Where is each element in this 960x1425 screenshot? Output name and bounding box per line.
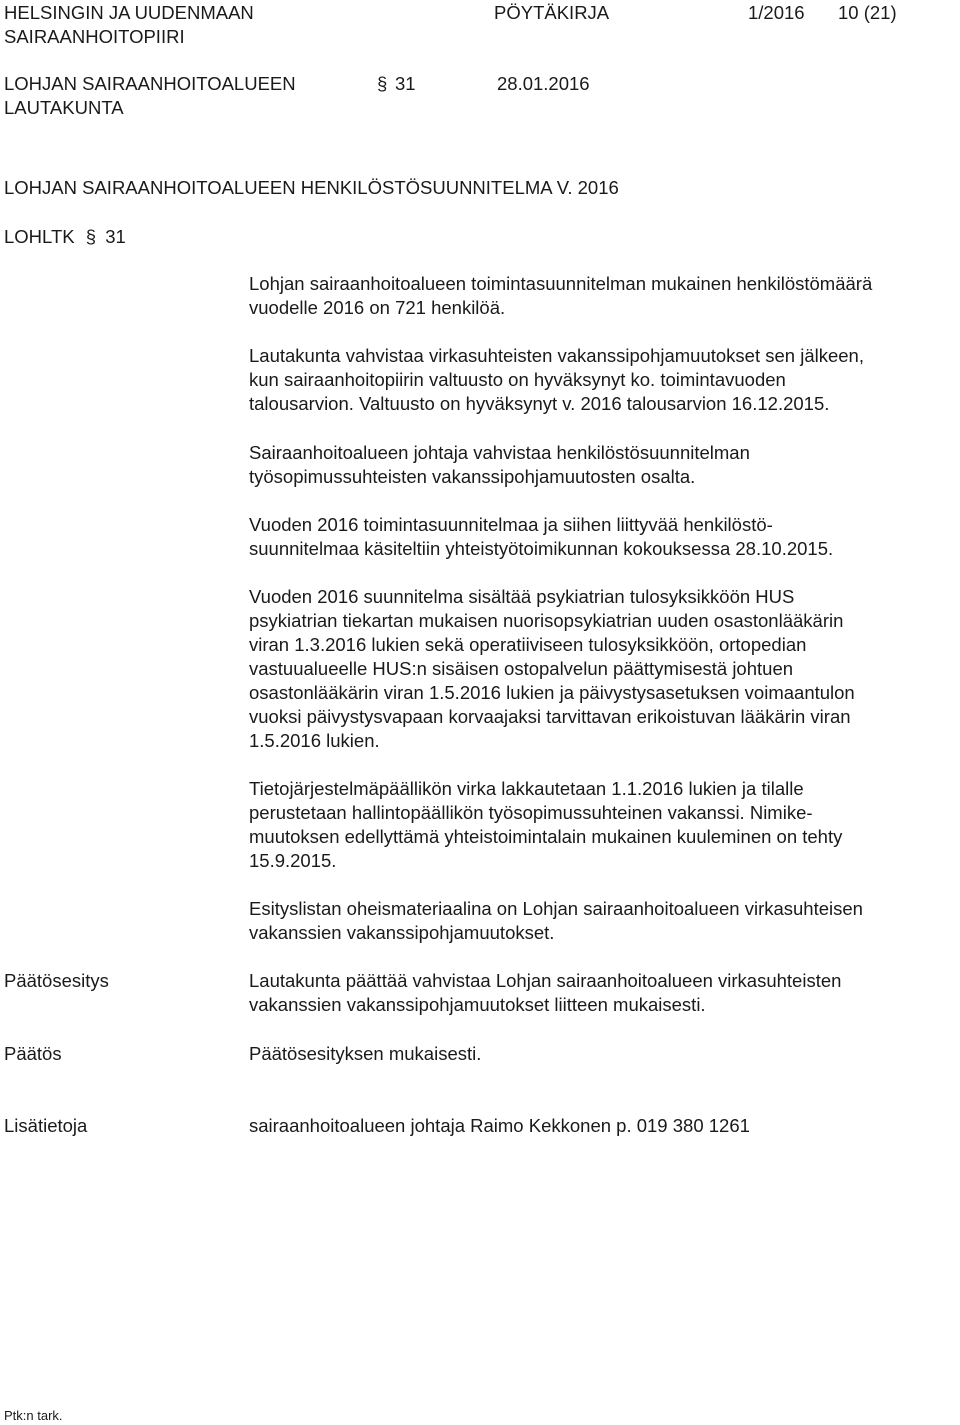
decision-proposal-label: Päätösesitys xyxy=(4,970,109,991)
text-line: työsopimussuhteisten vakanssipohjamuutosten osalta. xyxy=(249,466,696,487)
decision-proposal-text xyxy=(249,969,949,1017)
committee-name-line2: LAUTAKUNTA xyxy=(4,97,124,118)
item-reference-sign: § xyxy=(85,226,97,247)
additional-info-text: sairaanhoitoalueen johtaja Raimo Kekkonen p. 019 380 1261 xyxy=(249,1115,750,1136)
item-reference-label: LOHLTK xyxy=(4,226,75,247)
text-line: Lohjan sairaanhoitoalueen toimintasuunnitelman mukainen henkilöstömäärä xyxy=(249,273,873,294)
org-name-line2: SAIRAANHOITOPIIRI xyxy=(4,26,185,47)
text-line: talousarvion. Valtuusto on hyväksynyt v. 2016 talousarvion 16.12.2015. xyxy=(249,393,830,414)
paragraph-position-change xyxy=(249,777,949,873)
text-line: Tietojärjestelmäpäällikön virka lakkautetaan 1.1.2016 lukien ja tilalle xyxy=(249,778,804,799)
text-line: vakanssien vakanssipohjamuutokset. xyxy=(249,922,555,943)
meeting-date: 28.01.2016 xyxy=(497,73,590,94)
document-type: PÖYTÄKIRJA xyxy=(494,2,610,23)
document-number: 1/2016 xyxy=(748,2,805,23)
text-line: vakanssien vakanssipohjamuutokset liitteen mukaisesti. xyxy=(249,994,706,1015)
text-line: vuoksi päivystysvapaan korvaajaksi tarvittavan erikoistuvan lääkärin viran xyxy=(249,706,851,727)
text-line: perustetaan hallintopäällikön työsopimussuhteinen vakanssi. Nimike- xyxy=(249,802,813,823)
text-line: kun sairaanhoitopiirin valtuusto on hyväksynyt ko. toimintavuoden xyxy=(249,369,786,390)
paragraph-staff-count xyxy=(249,272,949,320)
text-line: 15.9.2015. xyxy=(249,850,337,871)
paragraph-committee-confirms xyxy=(249,344,949,416)
section-number: 31 xyxy=(395,73,416,94)
text-line: 1.5.2016 lukien. xyxy=(249,730,380,751)
paragraph-plan-contents xyxy=(249,585,949,753)
committee-name-line1: LOHJAN SAIRAANHOITOALUEEN xyxy=(4,73,296,94)
text-line: viran 1.3.2016 lukien sekä operatiiviseen tulosyksikköön, ortopedian xyxy=(249,634,807,655)
decision-label: Päätös xyxy=(4,1043,62,1064)
paragraph-attachment-note xyxy=(249,897,949,945)
text-line: suunnitelmaa käsiteltiin yhteistyötoimikunnan kokouksessa 28.10.2015. xyxy=(249,538,834,559)
additional-info-label: Lisätietoja xyxy=(4,1115,88,1136)
text-line: muutoksen edellyttämä yhteistoimintalain mukainen kuuleminen on tehty xyxy=(249,826,843,847)
text-line: Vuoden 2016 toimintasuunnitelmaa ja siihen liittyvää henkilöstö- xyxy=(249,514,773,535)
paragraph-director-confirms xyxy=(249,441,949,489)
section-sign: § xyxy=(377,73,388,94)
item-reference-number: 31 xyxy=(105,226,126,247)
page-number: 10 (21) xyxy=(838,2,897,23)
text-line: vuodelle 2016 on 721 henkilöä. xyxy=(249,297,506,318)
text-line: Lautakunta päättää vahvistaa Lohjan sairaanhoitoalueen virkasuhteisten xyxy=(249,970,842,991)
org-name-line1: HELSINGIN JA UUDENMAAN xyxy=(4,2,254,23)
text-line: Esityslistan oheismateriaalina on Lohjan sairaanhoitoalueen virkasuhteisen xyxy=(249,898,863,919)
minutes-checker-note: Ptk:n tark. xyxy=(4,1408,63,1423)
paragraph-cooperation-committee xyxy=(249,513,949,561)
text-line: osastonlääkärin viran 1.5.2016 lukien ja päivystysasetuksen voimaantulon xyxy=(249,682,855,703)
item-title: LOHJAN SAIRAANHOITOALUEEN HENKILÖSTÖSUUNNITELMA V. 2016 xyxy=(4,177,619,198)
decision-text: Päätösesityksen mukaisesti. xyxy=(249,1043,482,1064)
text-line: psykiatrian tiekartan mukaisen nuorisopsykiatrian uuden osastonlääkärin xyxy=(249,610,844,631)
text-line: Sairaanhoitoalueen johtaja vahvistaa henkilöstösuunnitelman xyxy=(249,442,750,463)
text-line: vastuualueelle HUS:n sisäisen ostopalvelun päättymisestä johtuen xyxy=(249,658,794,679)
text-line: Lautakunta vahvistaa virkasuhteisten vakanssipohjamuutokset sen jälkeen, xyxy=(249,345,864,366)
text-line: Vuoden 2016 suunnitelma sisältää psykiatrian tulosyksikköön HUS xyxy=(249,586,795,607)
item-reference xyxy=(4,225,126,249)
